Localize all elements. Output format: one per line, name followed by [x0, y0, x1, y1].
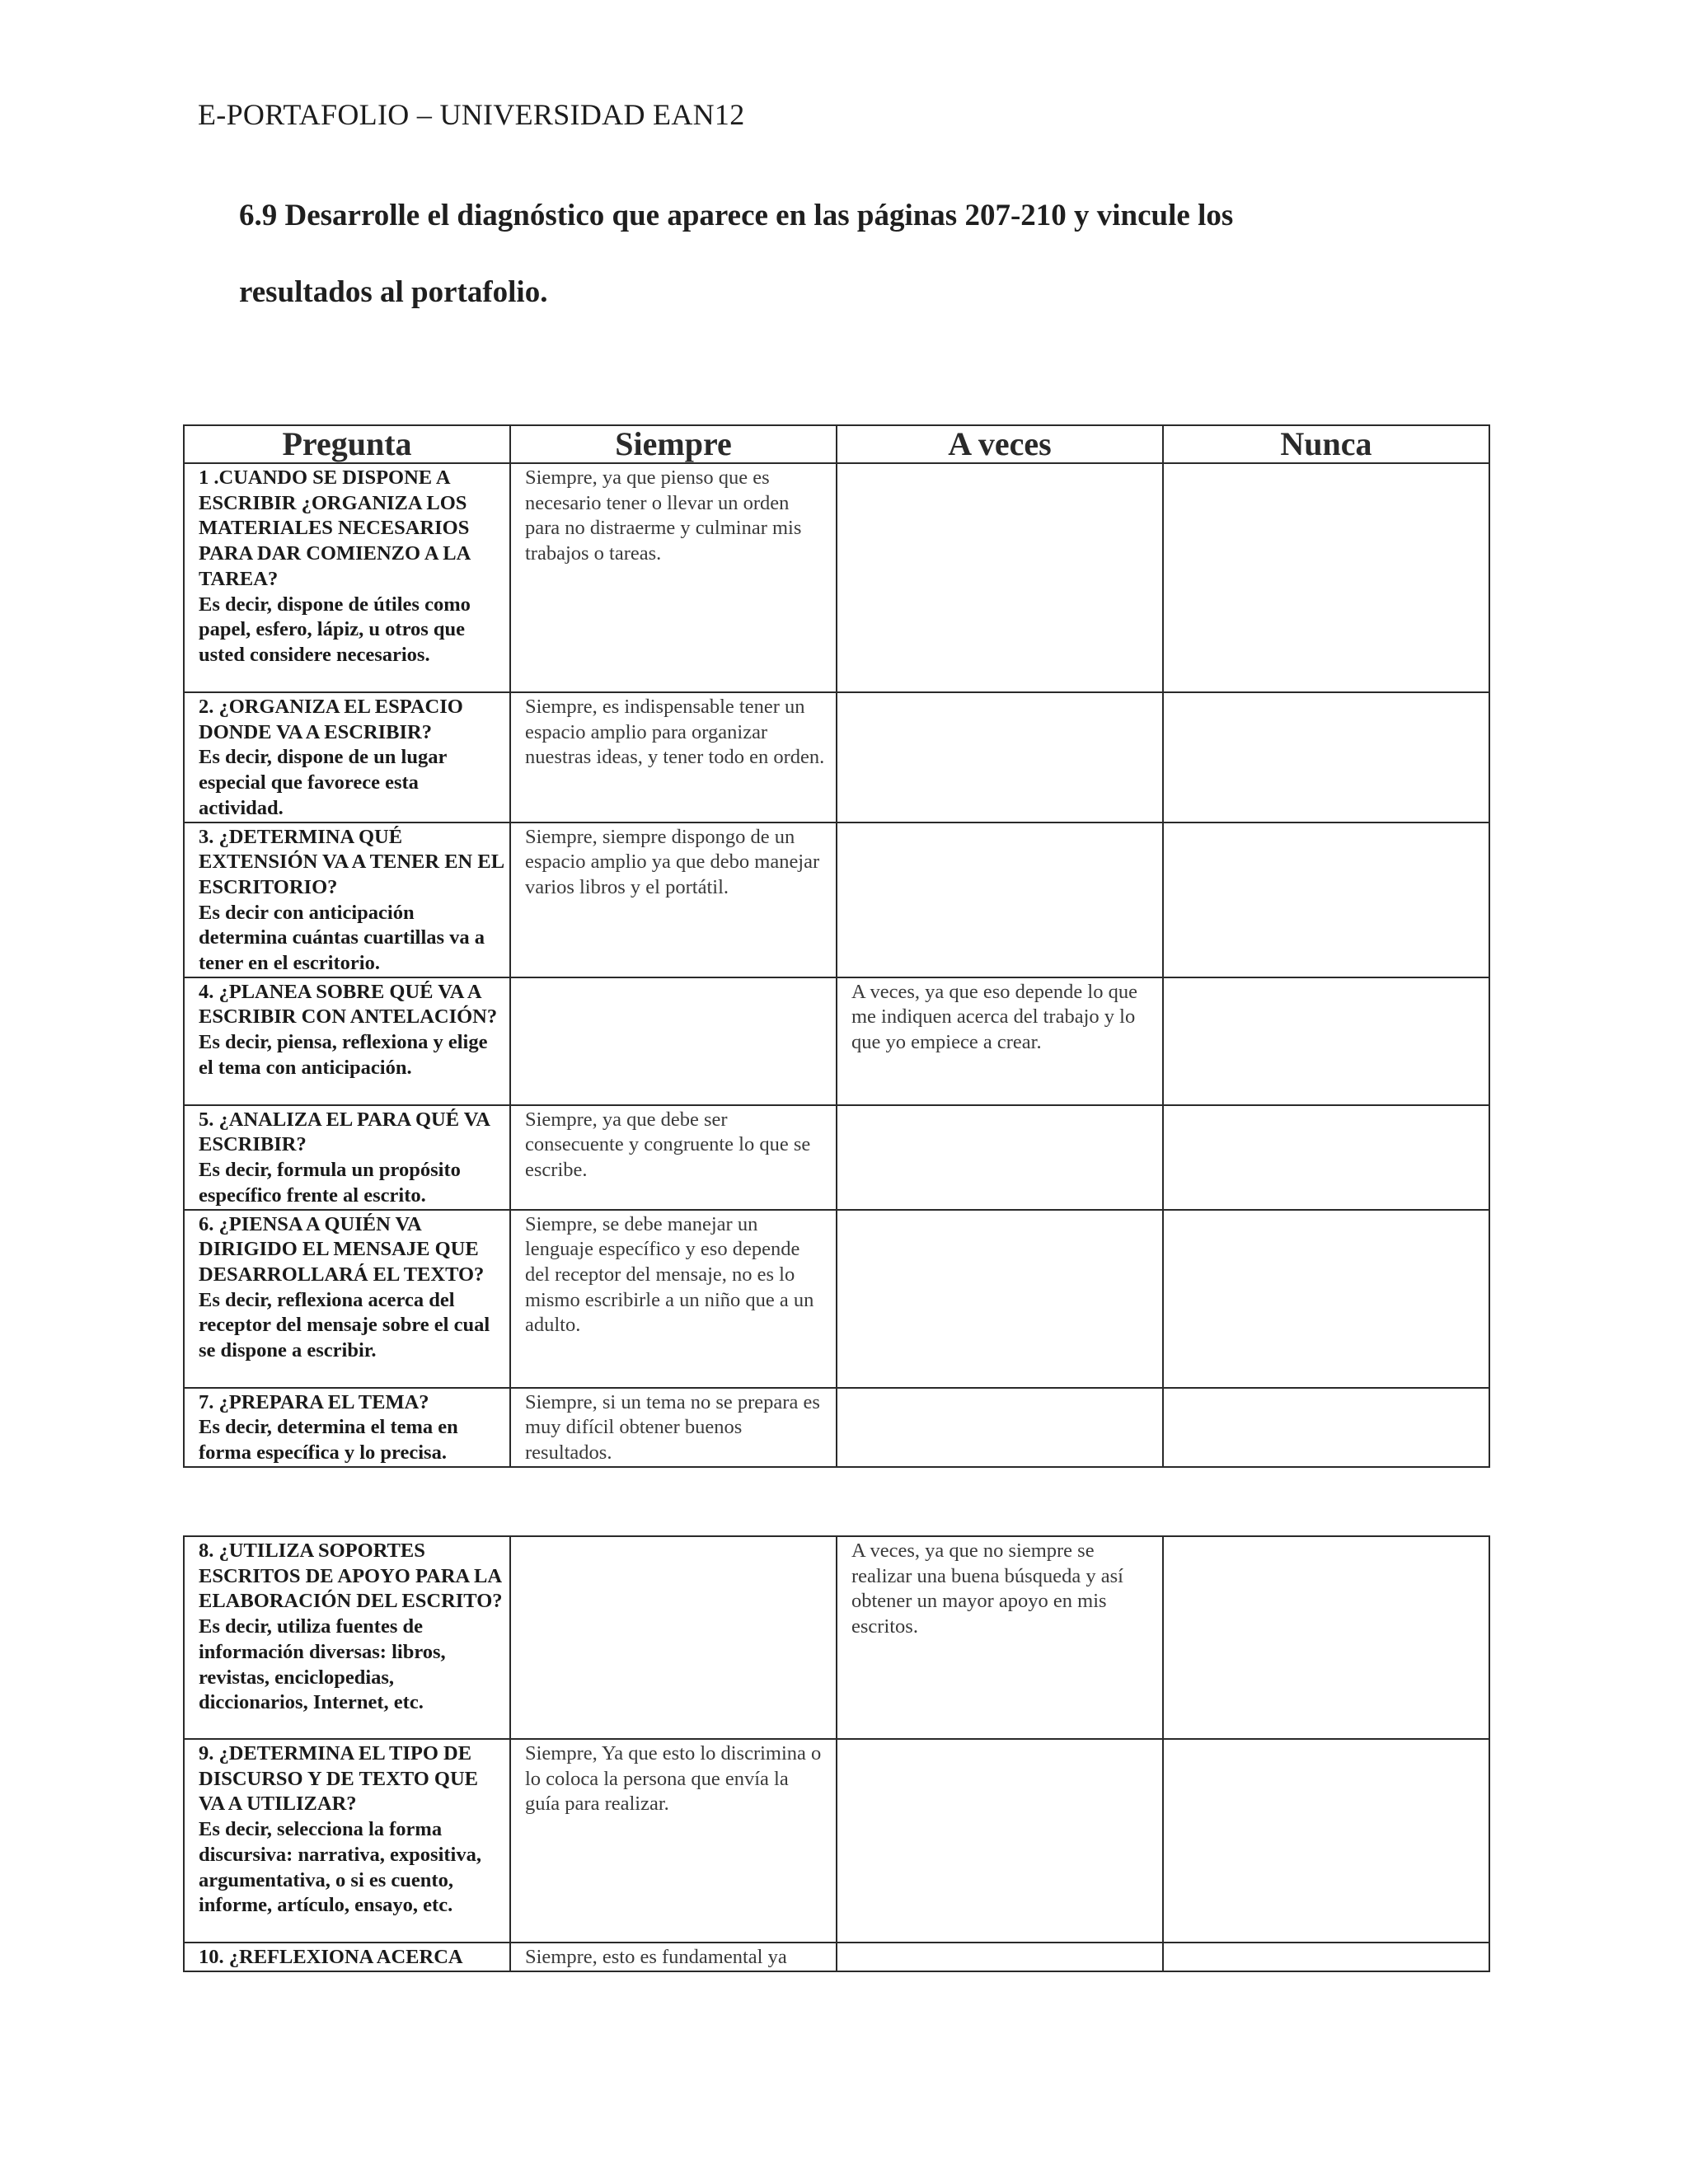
answer-nunca [1163, 823, 1489, 977]
question-cell [184, 463, 510, 692]
answer-siempre: Siempre, siempre dispongo de un espacio amplio ya que debo manejar varios libros y el portátil. [510, 823, 837, 977]
question-cell [184, 1210, 510, 1388]
question-text: 2. ¿ORGANIZA EL ESPACIO DONDE VA A ESCRIBIR? [199, 696, 463, 743]
answer-siempre: Siempre, ya que debe ser consecuente y congruente lo que se escribe. [510, 1105, 837, 1210]
table-row [184, 1210, 1489, 1388]
question-text: 6. ¿PIENSA A QUIÉN VA DIRIGIDO EL MENSAJE QUE DESARROLLARÁ EL TEXTO? [199, 1212, 485, 1286]
question-text: 5. ¿ANALIZA EL PARA QUÉ VA ESCRIBIR? [199, 1108, 490, 1156]
question-detail: Es decir, dispone de un lugar especial que favorece esta actividad. [199, 746, 447, 819]
answer-siempre: Siempre, se debe manejar un lenguaje específico y eso depende del receptor del mensaje, no es lo mismo escribirle a un niño que a un adulto. [510, 1210, 837, 1388]
answer-a-veces [837, 463, 1163, 692]
answer-a-veces [837, 1739, 1163, 1943]
table-row [184, 1105, 1489, 1210]
column-header-a-veces: A veces [837, 425, 1163, 463]
answer-siempre: Siempre, ya que pienso que es necesario tener o llevar un orden para no distraerme y culminar mis trabajos o tareas. [510, 463, 837, 692]
section-heading: 6.9 Desarrolle el diagnóstico que aparece en las páginas 207-210 y vincule los [239, 199, 1234, 232]
column-header-pregunta: Pregunta [184, 425, 510, 463]
question-detail: Es decir, reflexiona acerca del receptor del mensaje sobre el cual se dispone a escribir. [199, 1288, 490, 1362]
table-row [184, 463, 1489, 692]
question-text: 3. ¿DETERMINA QUÉ EXTENSIÓN VA A TENER EN EL ESCRITORIO? [199, 825, 504, 898]
answer-nunca [1163, 977, 1489, 1105]
question-text: 1 .CUANDO SE DISPONE A ESCRIBIR ¿ORGANIZA LOS MATERIALES NECESARIOS PARA DAR COMIENZO A LA TAREA? [199, 466, 470, 590]
table-row [184, 1388, 1489, 1467]
column-header-siempre: Siempre [510, 425, 837, 463]
question-detail: Es decir, determina el tema en forma específica y lo precisa. [199, 1416, 458, 1464]
column-header-nunca: Nunca [1163, 425, 1489, 463]
answer-nunca [1163, 1943, 1489, 1971]
question-cell [184, 1105, 510, 1210]
answer-nunca [1163, 692, 1489, 823]
answer-a-veces: A veces, ya que eso depende lo que me indiquen acerca del trabajo y lo que yo empiece a crear. [837, 977, 1163, 1105]
answer-a-veces [837, 1388, 1163, 1467]
question-cell [184, 1536, 510, 1739]
answer-nunca [1163, 1739, 1489, 1943]
answer-siempre: Siempre, si un tema no se prepara es muy difícil obtener buenos resultados. [510, 1388, 837, 1467]
question-detail: Es decir, formula un propósito específico frente al escrito. [199, 1159, 461, 1207]
table-row [184, 1739, 1489, 1943]
question-cell [184, 1388, 510, 1467]
answer-nunca [1163, 1388, 1489, 1467]
answer-siempre: Siempre, Ya que esto lo discrimina o lo coloca la persona que envía la guía para realizar. [510, 1739, 837, 1943]
page-header: E-PORTAFOLIO – UNIVERSIDAD EAN12 [198, 98, 745, 131]
question-text: 4. ¿PLANEA SOBRE QUÉ VA A ESCRIBIR CON ANTELACIÓN? [199, 980, 498, 1029]
question-text: 8. ¿UTILIZA SOPORTES ESCRITOS DE APOYO PARA LA ELABORACIÓN DEL ESCRITO? [199, 1540, 503, 1613]
question-detail: Es decir, utiliza fuentes de información diversas: libros, revistas, enciclopedias, diccionarios, Internet, etc. [199, 1615, 446, 1714]
table-row [184, 977, 1489, 1105]
answer-nunca [1163, 1536, 1489, 1739]
answer-siempre [510, 1536, 837, 1739]
answer-a-veces [837, 1943, 1163, 1971]
section-heading-continuation: resultados al portafolio. [239, 275, 548, 309]
question-cell [184, 823, 510, 977]
question-text: 10. ¿REFLEXIONA ACERCA [199, 1946, 463, 1968]
answer-a-veces [837, 1210, 1163, 1388]
question-cell [184, 1943, 510, 1971]
question-detail: Es decir con anticipación determina cuántas cuartillas va a tener en el escritorio. [199, 901, 485, 975]
table-row [184, 1536, 1489, 1739]
question-text: 7. ¿PREPARA EL TEMA? [199, 1390, 429, 1413]
question-detail: Es decir, piensa, reflexiona y elige el tema con anticipación. [199, 1031, 488, 1079]
question-cell [184, 1739, 510, 1943]
answer-nunca [1163, 1210, 1489, 1388]
answer-siempre [510, 977, 837, 1105]
table-row [184, 823, 1489, 977]
answer-a-veces [837, 692, 1163, 823]
answer-a-veces [837, 1105, 1163, 1210]
table-row [184, 1943, 1489, 1971]
question-detail: Es decir, selecciona la forma discursiva: narrativa, expositiva, argumentativa, o si es cuento, informe, artículo, ensayo, etc. [199, 1818, 481, 1917]
answer-nunca [1163, 463, 1489, 692]
answer-siempre: Siempre, esto es fundamental ya [510, 1943, 837, 1971]
answer-nunca [1163, 1105, 1489, 1210]
answer-a-veces [837, 823, 1163, 977]
table-row [184, 692, 1489, 823]
diagnostic-table-2 [183, 1535, 1490, 1972]
question-cell [184, 692, 510, 823]
answer-a-veces: A veces, ya que no siempre se realizar una buena búsqueda y así obtener un mayor apoyo en mis escritos. [837, 1536, 1163, 1739]
answer-siempre: Siempre, es indispensable tener un espacio amplio para organizar nuestras ideas, y tener todo en orden. [510, 692, 837, 823]
table-header-row [184, 425, 1489, 463]
question-detail: Es decir, dispone de útiles como papel, esfero, lápiz, u otros que usted considere necesarios. [199, 593, 471, 666]
question-text: 9. ¿DETERMINA EL TIPO DE DISCURSO Y DE TEXTO QUE VA A UTILIZAR? [199, 1742, 479, 1816]
question-cell [184, 977, 510, 1105]
diagnostic-table-1 [183, 424, 1490, 1468]
